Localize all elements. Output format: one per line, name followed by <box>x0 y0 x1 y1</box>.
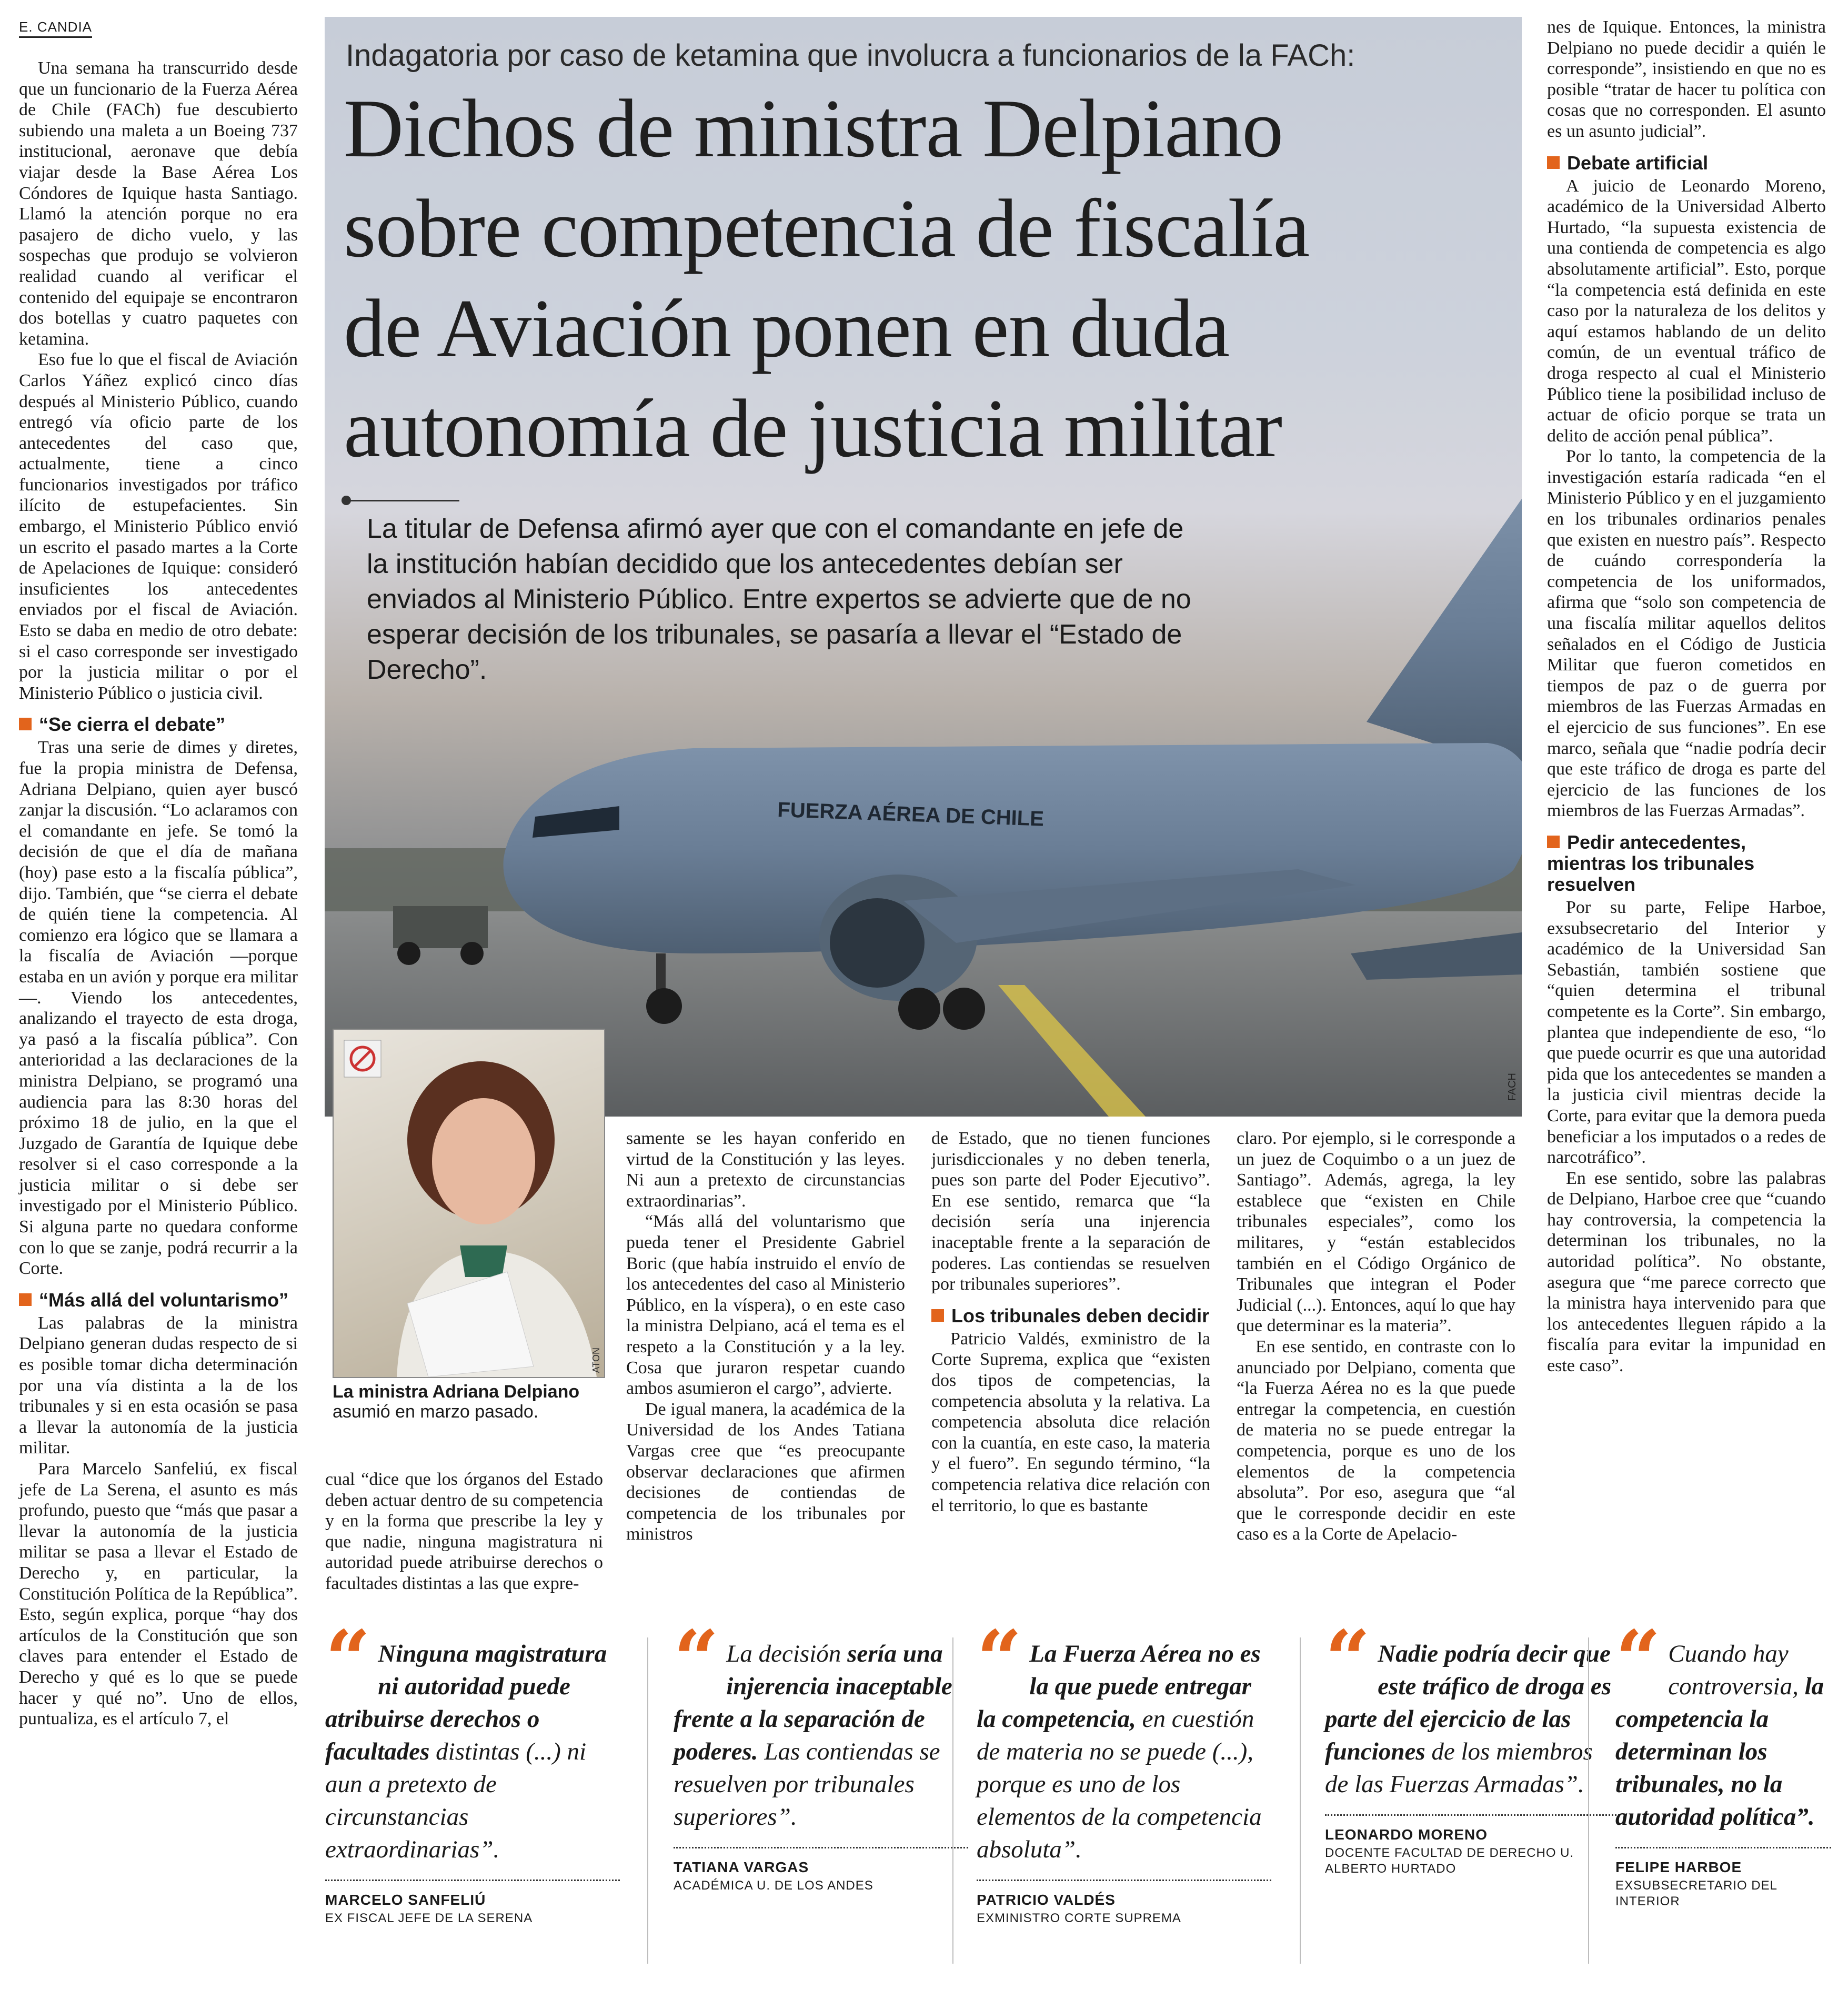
subheading: “Se cierra el debate” <box>19 714 298 735</box>
quote-mark-icon: “ <box>977 1613 1022 1706</box>
headline-line: autonomía de justicia militar <box>344 383 1282 475</box>
square-bullet-icon <box>1547 836 1560 848</box>
article-column-4 <box>931 1128 1210 1516</box>
paragraph: De igual manera, la académica de la Universidad de los Andes Tatiana Vargas cree que “es preocupante observar declaraciones que afirmen decisiones de contiendas de competencia de los tribunales por ministros <box>626 1399 905 1544</box>
square-bullet-icon <box>19 718 32 730</box>
article-column-2 <box>325 1469 603 1594</box>
quote-author-role: EXSUBSECRETARIO DEL INTERIOR <box>1615 1878 1777 1908</box>
article-column-5 <box>1237 1128 1515 1545</box>
headline-kicker: Indagatoria por caso de ketamina que involucra a funcionarios de la FACh: <box>346 38 1355 73</box>
subheading: “Más allá del voluntarismo” <box>19 1290 298 1311</box>
paragraph: Patricio Valdés, exministro de la Corte Suprema, explica que “existen dos tipos de competencias, la competencia absoluta y la relativa. La competencia absoluta dice relación con la cuantía, en este caso, la materia y el fuero”. En segundo término, “la competencia relativa dice relación con el territorio, lo que es bastante <box>931 1329 1210 1515</box>
hero-photo-headline <box>325 17 1522 1117</box>
paragraph: Las palabras de la ministra Delpiano generan dudas respecto de si es posible tomar dicha determinación por una vía distinta a la de los tribunales y si en esta ocasión se pasa a llevar la autonomía de la justicia militar. <box>19 1313 298 1458</box>
quote-author-role: EXMINISTRO CORTE SUPREMA <box>977 1911 1181 1925</box>
paragraph: nes de Iquique. Entonces, la ministra Delpiano no puede decidir a quién le corresponde”, insistiendo en que no es posible “tratar de hacer tu política con cosas que no corresponden. El asunto es un asunto judicial”. <box>1547 17 1826 141</box>
quote-divider <box>977 1880 1271 1881</box>
quote-author-role: ACADÉMICA U. DE LOS ANDES <box>674 1878 873 1893</box>
paragraph: Eso fue lo que el fiscal de Aviación Carlos Yáñez explicó cinco días después al Ministerio Público, cuando entregó vía oficio parte de los antecedentes del caso que, actualmente, tiene a cinco funcionarios investigados por tráfico ilícito de estupefacientes. Sin embargo, el Ministerio Público envió un escrito el pasado martes a la Corte de Apelaciones de Iquique: consideró insuficientes los antecedentes enviados por el fiscal de Aviación. Esto se daba en medio de otro debate: si el caso corresponde ser investigado por la justicia militar o por el Ministerio Público o justicia civil. <box>19 350 298 703</box>
quote-author: TATIANA VARGAS <box>674 1859 809 1875</box>
quote-text: Cuando hay controversia, la competencia la determinan los tribunales, no la autoridad política”. <box>1615 1640 1824 1831</box>
paragraph: Tras una serie de dimes y diretes, fue la propia ministra de Defensa, Adriana Delpiano, quien ayer buscó zanjar la discusión. “Lo aclaramos con el comandante en jefe. Se tomó la decisión de que el día de mañana (hoy) pase esto a la fiscalía pública”, dijo. También, que “se cierra el debate de quién tiene la competencia. Al comienzo era lógico que se llamara a la fiscalía de Aviación —porque estaba en un avión y porque era militar—. Viendo los antecedentes, analizando el trayecto de esta droga, ya pasó a la fiscalía pública”. Con anterioridad a las declaraciones de la ministra Delpiano, se programó una audiencia para las 8:30 horas del próximo 18 de julio, en la que el Juzgado de Garantía de Iquique debe resolver si el caso corresponde a la justicia militar o si debe ser investigado por el Ministerio Público. Si alguna parte no quedara conforme con lo que se zanje, podrá recurrir a la Corte. <box>19 738 298 1279</box>
quote-mark-icon: “ <box>325 1613 371 1706</box>
subheading: Pedir antecedentes, mientras los tribunales resuelven <box>1547 831 1755 895</box>
article-column-1 <box>19 58 298 1730</box>
pull-quote <box>1615 1613 1831 1910</box>
paragraph: cual “dice que los órganos del Estado deben actuar dentro de su competencia y en la forma que prescribe la ley y que nadie, ninguna magistratura ni autoridad puede atribuirse derechos o facultades distintas a las que expre- <box>325 1470 603 1593</box>
quote-text: Ninguna magistratura ni autoridad puede atribuirse derechos o facultades distintas (...) ni aun a pretexto de circunstancias extraordinarias”. <box>325 1640 607 1863</box>
photo-caption <box>333 1382 606 1422</box>
square-bullet-icon <box>19 1293 32 1306</box>
caption-text: asumió en marzo pasado. <box>333 1402 539 1422</box>
photo-credit: FACH <box>1506 1072 1518 1101</box>
paragraph: Por lo tanto, la competencia de la investigación estaría radicada “en el Ministerio Público y en el juzgamiento en los tribunales ordinarios penales que existen en nuestro país”. Respecto de cuándo correspondería la competencia de los uniformados, afirma que “solo son competencia de una fiscalía militar aquellos delitos señalados en el Código de Justicia Militar que fueron cometidos en tiempos de paz o de guerra por miembros de las Fuerzas Armadas en el ejercicio de sus funciones”. En ese marco, señala que “nadie podría decir que este tráfico de droga es parte del ejercicio de las funciones de los miembros de las Fuerzas Armadas”. <box>1547 447 1826 821</box>
pull-quote <box>325 1613 620 1926</box>
pull-quote <box>977 1613 1271 1926</box>
byline: E. CANDIA <box>19 19 92 38</box>
quote-separator <box>952 1637 953 1964</box>
headline-line: sobre competencia de fiscalía <box>344 183 1310 275</box>
photo-credit: ATON <box>591 1347 601 1373</box>
quote-author: FELIPE HARBOE <box>1615 1859 1742 1875</box>
quote-divider <box>325 1880 620 1881</box>
quote-divider <box>674 1847 968 1848</box>
paragraph: En ese sentido, en contraste con lo anunciado por Delpiano, comenta que “la Fuerza Aérea no es la que puede entregar la competencia, en cuestión de materia no se puede entregar la competencia, porque es uno de los elementos de la competencia absoluta”. Por eso, asegura que “al que le corresponde decidir en este caso es a la Corte de Apelacio- <box>1237 1336 1515 1544</box>
paragraph: Por su parte, Felipe Harboe, exsubsecretario del Interior y académico de la Universidad San Sebastián, también sostiene que “quien determina el tribunal competente es la Corte”. Sin embargo, plantea que independiente de eso, “lo que puede ocurrir es que una autoridad pida que los antecedentes se manden a la justicia civil mientras decide la Corte, para evitar que la demora pueda beneficiar a los imputados o a redes de narcotráfico”. <box>1547 897 1826 1168</box>
paragraph: samente se les hayan conferido en virtud de la Constitución y las leyes. Ni aun a pretexto de circunstancias extraordinarias”. <box>626 1129 905 1211</box>
quote-separator <box>1588 1637 1589 1964</box>
subheading: Debate artificial <box>1547 153 1826 174</box>
subheading: Los tribunales deben decidir <box>931 1305 1210 1326</box>
pull-quote <box>674 1613 968 1894</box>
lead-marker <box>344 500 459 501</box>
paragraph: A juicio de Leonardo Moreno, académico de la Universidad Alberto Hurtado, “la supuesta existencia de una contienda de competencia es algo absolutamente artificial”. Esto, porque “la competencia está definida en este caso por la naturaleza de los delitos y aquí estamos hablando de un delito común, de un eventual tráfico de droga respecto al cual el Ministerio Público tiene la posibilidad incluso de actuar de oficio porque se trata un delito de acción penal pública”. <box>1547 176 1826 446</box>
lead-paragraph: La titular de Defensa afirmó ayer que con el comandante en jefe de la institución habían decidido que los antecedentes debían ser enviados al Ministerio Público. Entre expertos se advierte que de no esperar decisión de los tribunales, se pasaría a llevar el “Estado de Derecho”. <box>367 514 1191 685</box>
portrait-image <box>334 1030 604 1377</box>
pull-quotes-row <box>325 1613 1835 1995</box>
paragraph: de Estado, que no tienen funciones jurisdiccionales y no deben tenerla, pues son parte del Poder Ejecutivo”. En ese sentido, remarca que “la decisión sería una injerencia inaceptable frente a la separación de poderes. Las contiendas se resuelven por tribunales superiores”. <box>931 1129 1210 1294</box>
headline-line: de Aviación ponen en duda <box>344 283 1230 375</box>
quote-mark-icon: “ <box>1615 1613 1661 1706</box>
quote-author: LEONARDO MORENO <box>1325 1826 1488 1843</box>
portrait-photo <box>333 1029 605 1378</box>
quote-text: La decisión sería una injerencia inaceptable frente a la separación de poderes. Las contiendas se resuelven por tribunales superiores”. <box>674 1640 952 1831</box>
quote-author-role: EX FISCAL JEFE DE LA SERENA <box>325 1911 533 1925</box>
article-column-6 <box>1547 17 1826 1376</box>
paragraph: En ese sentido, sobre las palabras de Delpiano, Harboe cree que “cuando hay controversia, la competencia la determinan los tribunales, no la autoridad política”. No obstante, asegura que “me parece correcto que la ministra haya intervenido para que los antecedentes lleguen rápido a la fiscalía para evitar la impunidad en este caso”. <box>1547 1168 1826 1376</box>
quote-author: MARCELO SANFELIÚ <box>325 1892 486 1908</box>
quote-author: PATRICIO VALDÉS <box>977 1892 1116 1908</box>
quote-text: La Fuerza Aérea no es la que puede entregar la competencia, en cuestión de materia no se puede (...), porque es uno de los elementos de la competencia absoluta”. <box>977 1640 1262 1863</box>
pull-quote <box>1325 1613 1620 1877</box>
caption-bold: La ministra Adriana Delpiano <box>333 1382 580 1402</box>
quote-separator <box>647 1637 648 1964</box>
quote-author-role: DOCENTE FACULTAD DE DERECHO U. ALBERTO HURTADO <box>1325 1846 1574 1876</box>
paragraph: Una semana ha transcurrido desde que un funcionario de la Fuerza Aérea de Chile (FACh) fue descubierto subiendo una maleta a un Boeing 737 institucional, aeronave que debía viajar desde la Base Aérea Los Cóndores de Iquique hasta Santiago. Llamó la atención porque no era pasajero de dicho vuelo, y las sospechas que produjo se volvieron realidad cuando al verificar el contenido del equipaje se encontraron dos botellas y cuatro paquetes con ketamina. <box>19 58 298 349</box>
square-bullet-icon <box>931 1309 944 1322</box>
paragraph: Para Marcelo Sanfeliú, ex fiscal jefe de La Serena, el asunto es más profundo, puesto que “más que pasar a llevar la autonomía de la justicia militar se pasa a llevar el Estado de Derecho y, en particular, la Constitución Política de la República”. Esto, según explica, porque “hay dos artículos de la Constitución que son claves para entender el Estado de Derecho y qué es lo que se puede hacer y qué no”. Uno de ellos, puntualiza, es el artículo 7, el <box>19 1459 298 1729</box>
quote-text: Nadie podría decir que este tráfico de droga es parte del ejercicio de las funciones de los miembros de las Fuerzas Armadas”. <box>1325 1640 1612 1798</box>
quote-divider <box>1615 1847 1831 1848</box>
quote-divider <box>1325 1814 1620 1816</box>
quote-separator <box>1300 1637 1301 1964</box>
headline-line: Dichos de ministra Delpiano <box>344 83 1283 175</box>
plane-livery-label: FUERZA AÉREA DE CHILE <box>777 798 1044 831</box>
article-column-3 <box>626 1128 905 1545</box>
paragraph: claro. Por ejemplo, si le corresponde a un juez de Coquimbo o a un juez de Santiago”. Además, agrega, la ley establece que “existen en Chile tribunales especiales”, como los militares, y “están establecidos también en el Código Orgánico de Tribunales que integran el Poder Judicial (...). Entonces, aquí lo que hay que determinar es la materia”. <box>1237 1129 1515 1336</box>
quote-mark-icon: “ <box>674 1613 719 1706</box>
headline-title <box>344 79 1512 479</box>
square-bullet-icon <box>1547 156 1560 169</box>
quote-mark-icon: “ <box>1325 1613 1371 1706</box>
paragraph: “Más allá del voluntarismo que pueda tener el Presidente Gabriel Boric (que había instruido el envío de los antecedentes del caso al Ministerio Público, en la víspera), o en este caso la ministra Delpiano, acá el tema es el respeto a la Constitución y a la ley. Cosa que juraron respetar cuando ambos asumieron el cargo”, advierte. <box>626 1212 905 1399</box>
